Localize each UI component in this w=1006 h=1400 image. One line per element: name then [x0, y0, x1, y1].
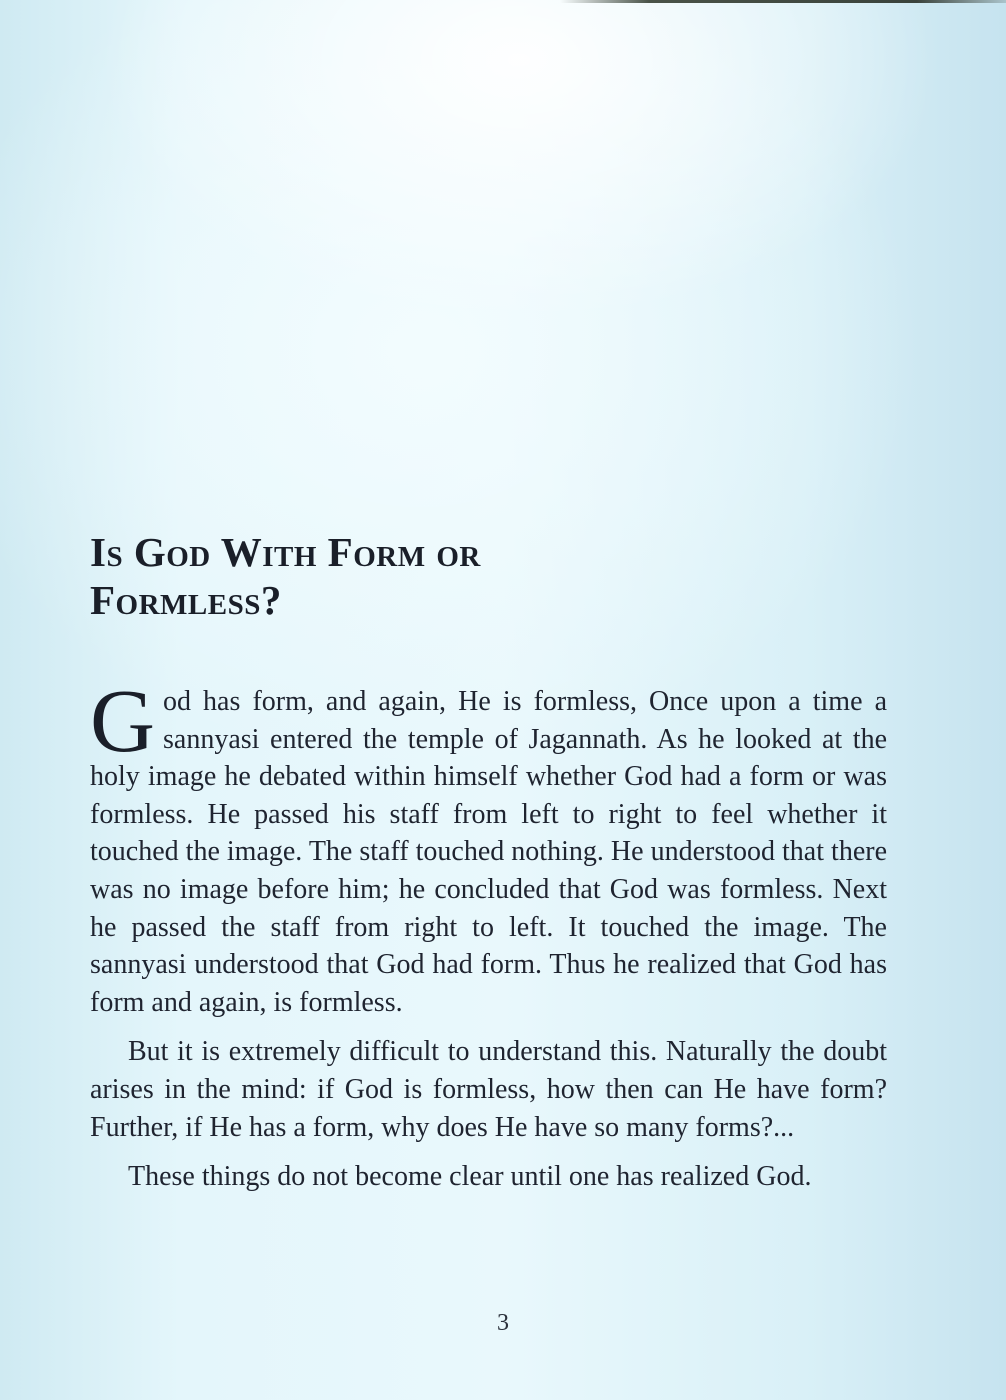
paragraph-2: But it is extremely difficult to understand this. Naturally the doubt arises in the mind: if God is formless, how then can He have form? Further, if He has a form, why does He have so many forms?...: [90, 1036, 887, 1143]
paragraph-1: [90, 672, 887, 1021]
page-number: 3: [497, 1310, 509, 1336]
drop-cap: G: [90, 672, 155, 771]
paragraph-3: These things do not become clear until one has realized God.: [128, 1161, 812, 1193]
scan-top-edge: [560, 0, 1006, 3]
paragraph-1-text: od has form, and again, He is formless, Once upon a time a sannyasi entered the temple of Jagannath. As he looked at the holy image he debated within himself whether God had a form or was formless. He passed his staff from left to right to feel whether it touched the image. The staff touched nothing. He understood that there was no image before him; he concluded that God was formless. Next he passed the staff from right to left. It touched the image. The sannyasi understood that God had form. Thus he realized that God has form and again, is formless.: [90, 686, 887, 1018]
chapter-title: Is God With Form or Formless?: [90, 529, 481, 623]
chapter-body: [90, 672, 887, 1196]
book-page: [90, 528, 887, 1208]
